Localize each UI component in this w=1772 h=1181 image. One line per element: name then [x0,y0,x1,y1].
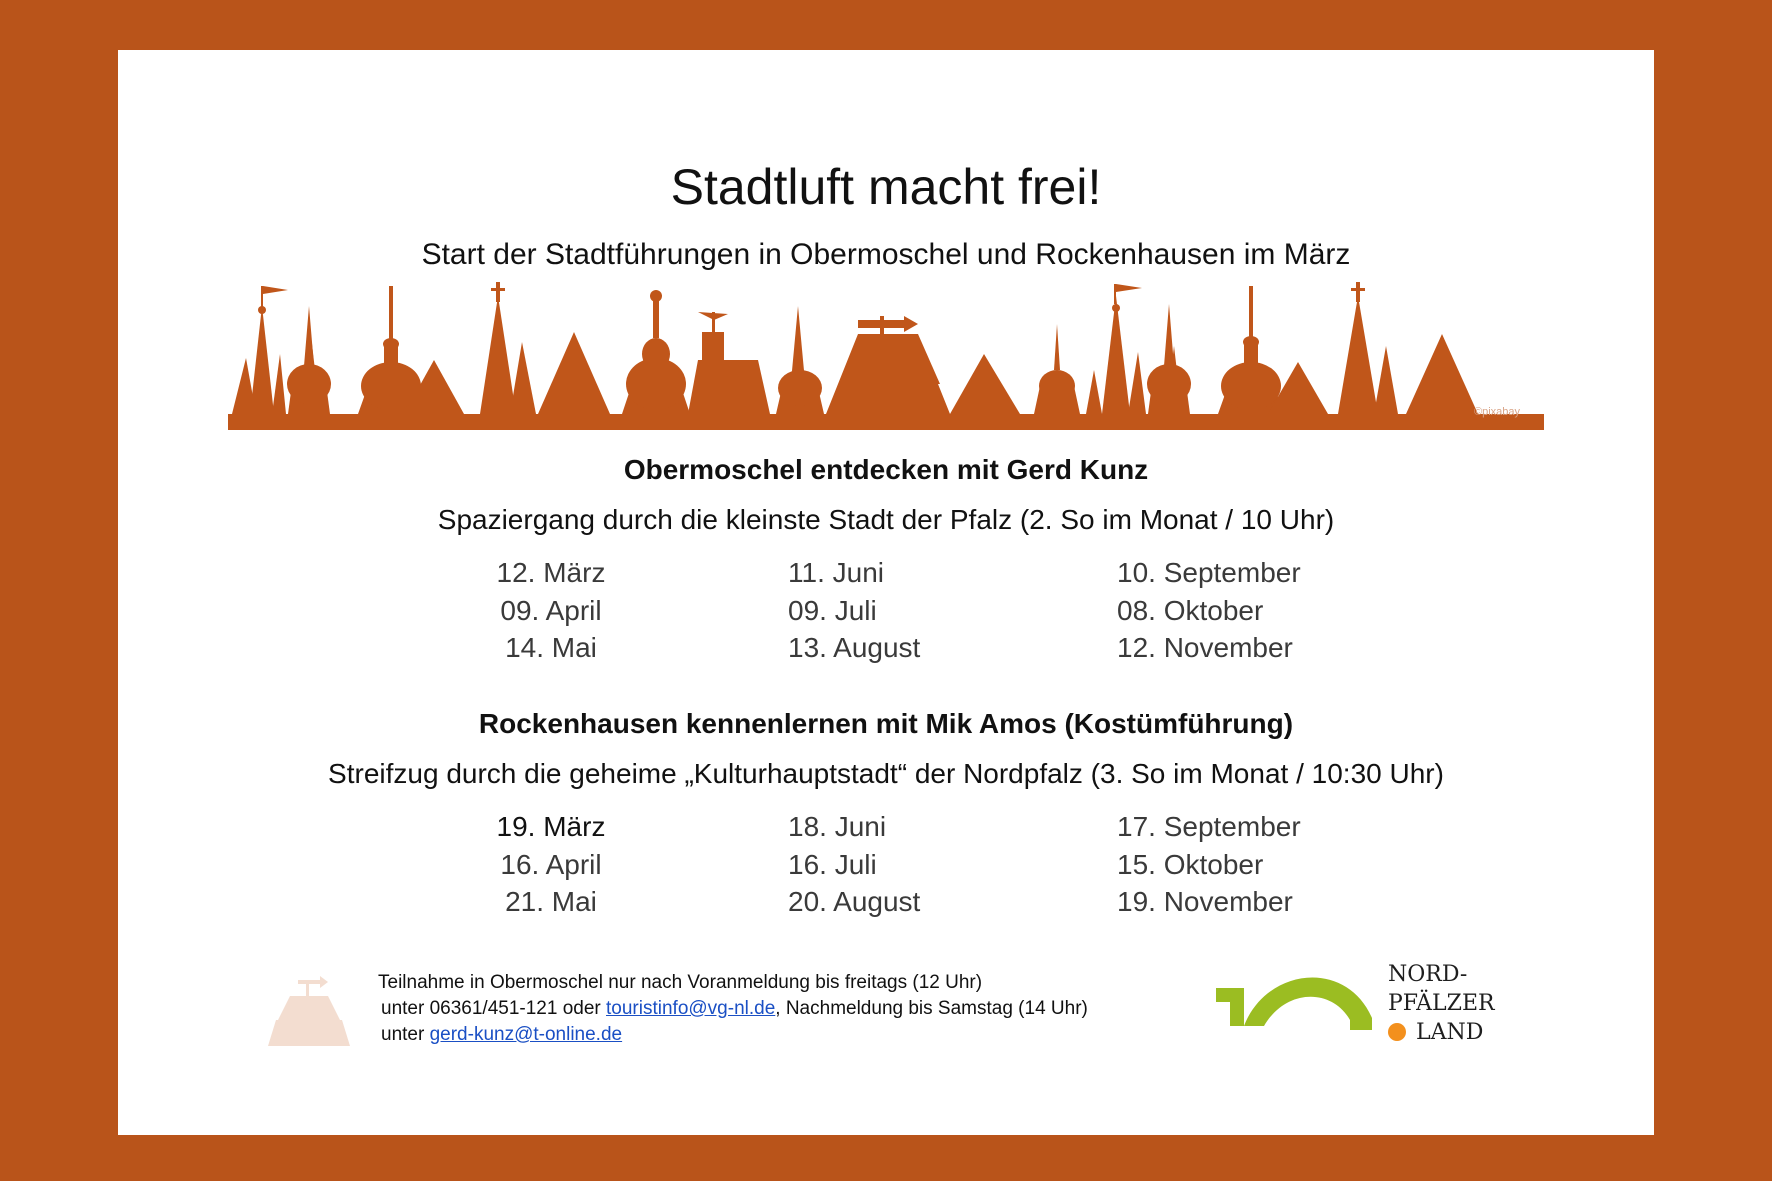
date-item: 10. September [1117,557,1301,588]
date-item: 09. April [500,594,602,626]
gerd-kunz-email-link[interactable]: gerd-kunz@t-online.de [429,1024,623,1045]
logo-text-line-3 [1388,1018,1495,1047]
registration-line: Teilnahme in Obermoschel nur nach Voranmeldung bis freitags (12 Uhr) [378,972,983,993]
date-item: 16. April [500,848,602,880]
obermoschel-heading: Obermoschel entdecken mit Gerd Kunz [623,454,1149,485]
date-column [788,808,920,921]
image-credit: ©pixabay [1474,406,1521,418]
registration-line [378,996,1088,1022]
date-item: 13. August [788,632,921,663]
registration-text: , Nachmeldung bis Samstag (14 Uhr) [775,998,1088,1019]
rockenhausen-description: Streifzug durch die geheime „Kulturhauptstadt“ der Nordpfalz (3. So im Monat / 10:30 Uhr) [328,758,1444,789]
obermoschel-description: Spaziergang durch die kleinste Stadt der Pfalz (2. So im Monat / 10 Uhr) [437,504,1335,535]
page-title: Stadtluft macht frei! [670,159,1102,215]
logo-text-land: LAND [1416,1020,1484,1045]
date-item: 15. Oktober [1117,848,1264,880]
logo-wordmark [1388,960,1495,1047]
date-item: 18. Juni [788,811,887,842]
date-item: 09. Juli [788,594,877,626]
date-column [1117,808,1301,921]
rockenhausen-heading: Rockenhausen kennenlernen mit Mik Amos (Kostümführung) [478,708,1294,739]
rockenhausen-dates [118,808,1654,928]
date-item: 16. Juli [788,848,877,880]
date-item: 20. August [788,886,921,917]
date-item: 21. Mai [505,886,597,917]
date-item: 14. Mai [505,632,597,663]
date-item: 19. November [1117,886,1293,917]
orange-dot-icon [1388,1023,1406,1041]
date-item: 12. März [496,557,606,588]
date-column [486,554,616,667]
date-column [486,808,616,921]
date-column [1117,554,1301,667]
obermoschel-dates [118,554,1654,674]
date-item: 08. Oktober [1117,594,1264,626]
page-subtitle: Start der Stadtführungen in Obermoschel und Rockenhausen im März [421,238,1351,271]
touristinfo-email-link[interactable]: touristinfo@vg-nl.de [606,998,776,1019]
flyer-card [118,50,1654,1135]
date-item: 11. Juni [788,557,884,588]
logo-text-line: PFÄLZER [1388,991,1495,1016]
date-column [788,554,920,667]
date-item: 19. März [496,811,606,842]
registration-line [378,1022,1088,1048]
logo-text-line: NORD- [1388,962,1468,987]
house-icon [268,970,350,1046]
registration-text: unter [381,1024,430,1045]
date-item: 12. November [1117,632,1293,663]
registration-info [378,970,1088,1048]
town-skyline-illustration [228,276,1544,436]
registration-text: unter 06361/451-121 oder [381,998,607,1019]
date-item: 17. September [1117,811,1301,842]
